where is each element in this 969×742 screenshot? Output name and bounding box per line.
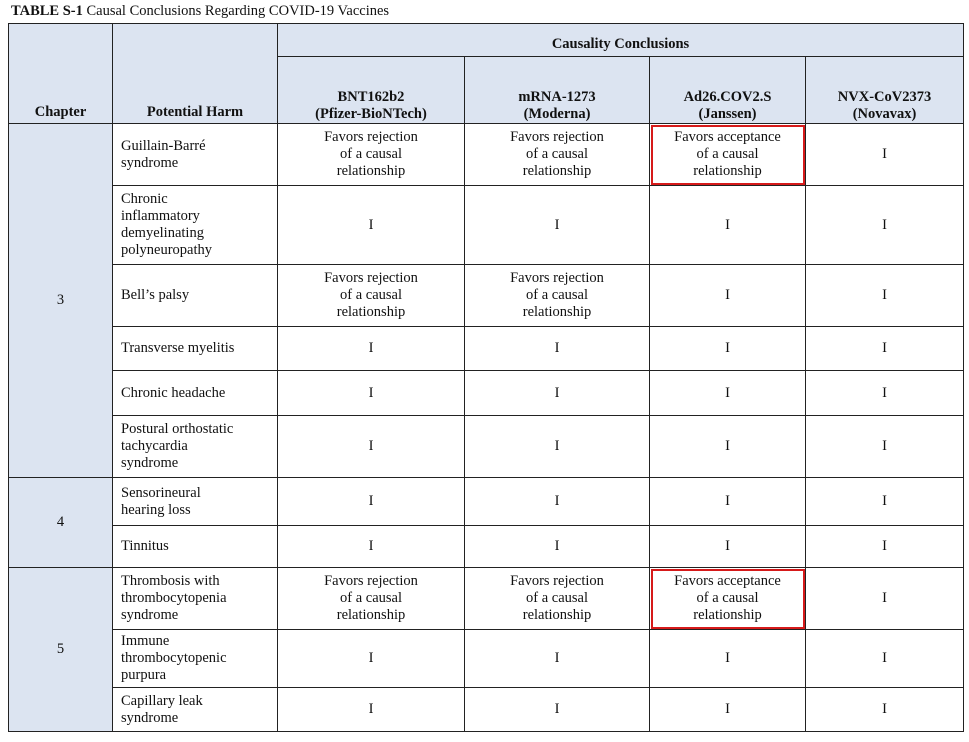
conclusion-cell: I xyxy=(278,478,465,526)
conclusion-cell: I xyxy=(650,265,806,327)
harm-cell: Bell’s palsy xyxy=(113,265,278,327)
conclusion-cell: I xyxy=(650,630,806,688)
conclusion-cell: I xyxy=(278,630,465,688)
harm-cell: Capillary leak syndrome xyxy=(113,688,278,732)
harm-cell: Thrombosis with thrombocytopenia syndrome xyxy=(113,568,278,630)
conclusion-cell: I xyxy=(278,688,465,732)
vaccine-header-novavax: NVX-CoV2373 (Novavax) xyxy=(806,57,964,124)
conclusion-cell: I xyxy=(806,265,964,327)
harm-cell: Chronic inflammatory demyelinating polyneuropathy xyxy=(113,186,278,265)
chapter-cell: 3 xyxy=(9,124,113,478)
harm-cell: Guillain-Barré syndrome xyxy=(113,124,278,186)
conclusion-cell: I xyxy=(650,478,806,526)
table-row xyxy=(9,327,964,371)
table-row xyxy=(9,416,964,478)
conclusion-cell: I xyxy=(465,688,650,732)
conclusion-cell: Favors rejection of a causal relationship xyxy=(465,568,650,630)
conclusion-cell: Favors rejection of a causal relationship xyxy=(278,265,465,327)
conclusion-cell: Favors rejection of a causal relationship xyxy=(278,568,465,630)
table-title: Causal Conclusions Regarding COVID-19 Vaccines xyxy=(82,3,390,19)
conclusion-cell: I xyxy=(278,327,465,371)
conclusion-cell: I xyxy=(278,416,465,478)
potential-harm-header: Potential Harm xyxy=(113,24,278,124)
harm-cell: Tinnitus xyxy=(113,526,278,568)
conclusion-cell: I xyxy=(806,568,964,630)
conclusion-cell: I xyxy=(465,416,650,478)
vaccine-header-pfizer: BNT162b2 (Pfizer-BioNTech) xyxy=(278,57,465,124)
conclusion-cell: I xyxy=(650,416,806,478)
conclusion-cell: I xyxy=(465,327,650,371)
conclusion-cell: I xyxy=(465,630,650,688)
conclusion-cell: I xyxy=(465,371,650,416)
harm-cell: Postural orthostatic tachycardia syndrome xyxy=(113,416,278,478)
harm-cell: Immune thrombocytopenic purpura xyxy=(113,630,278,688)
chapter-cell: 5 xyxy=(9,568,113,732)
conclusion-cell: I xyxy=(806,186,964,265)
conclusion-cell: Favors rejection of a causal relationship xyxy=(465,124,650,186)
table-row xyxy=(9,186,964,265)
table-row xyxy=(9,124,964,186)
harm-cell: Transverse myelitis xyxy=(113,327,278,371)
conclusion-cell: I xyxy=(806,124,964,186)
highlighted-conclusion-cell: Favors acceptance of a causal relationship xyxy=(650,124,806,186)
conclusion-cell: I xyxy=(650,688,806,732)
conclusion-cell: I xyxy=(806,416,964,478)
table-row xyxy=(9,688,964,732)
conclusion-cell: I xyxy=(465,478,650,526)
table-row xyxy=(9,568,964,630)
conclusion-cell: I xyxy=(806,688,964,732)
conclusion-cell: Favors rejection of a causal relationship xyxy=(278,124,465,186)
chapter-cell: 4 xyxy=(9,478,113,568)
harm-cell: Sensorineural hearing loss xyxy=(113,478,278,526)
table-row xyxy=(9,371,964,416)
conclusion-cell: I xyxy=(465,186,650,265)
conclusion-cell: I xyxy=(278,186,465,265)
vaccine-header-moderna: mRNA-1273 (Moderna) xyxy=(465,57,650,124)
conclusion-cell: I xyxy=(806,630,964,688)
causality-conclusions-header: Causality Conclusions xyxy=(278,24,964,57)
table-label: TABLE S-1 xyxy=(11,3,83,19)
conclusion-cell: I xyxy=(650,526,806,568)
conclusion-cell: I xyxy=(278,526,465,568)
header-row-group xyxy=(9,24,964,57)
table-row xyxy=(9,526,964,568)
conclusion-cell: I xyxy=(650,371,806,416)
highlighted-conclusion-cell: Favors acceptance of a causal relationship xyxy=(650,568,806,630)
conclusion-cell: I xyxy=(806,526,964,568)
conclusion-cell: I xyxy=(650,327,806,371)
conclusion-cell: I xyxy=(278,371,465,416)
vaccine-header-janssen: Ad26.COV2.S (Janssen) xyxy=(650,57,806,124)
conclusion-cell: I xyxy=(806,371,964,416)
conclusion-cell: I xyxy=(465,526,650,568)
chapter-header: Chapter xyxy=(9,24,113,124)
table-row xyxy=(9,630,964,688)
table-caption xyxy=(11,4,389,19)
conclusion-cell: I xyxy=(806,327,964,371)
conclusion-cell: Favors rejection of a causal relationship xyxy=(465,265,650,327)
conclusion-cell: I xyxy=(650,186,806,265)
harm-cell: Chronic headache xyxy=(113,371,278,416)
table-row xyxy=(9,265,964,327)
conclusion-cell: I xyxy=(806,478,964,526)
causality-table xyxy=(8,23,964,732)
table-row xyxy=(9,478,964,526)
